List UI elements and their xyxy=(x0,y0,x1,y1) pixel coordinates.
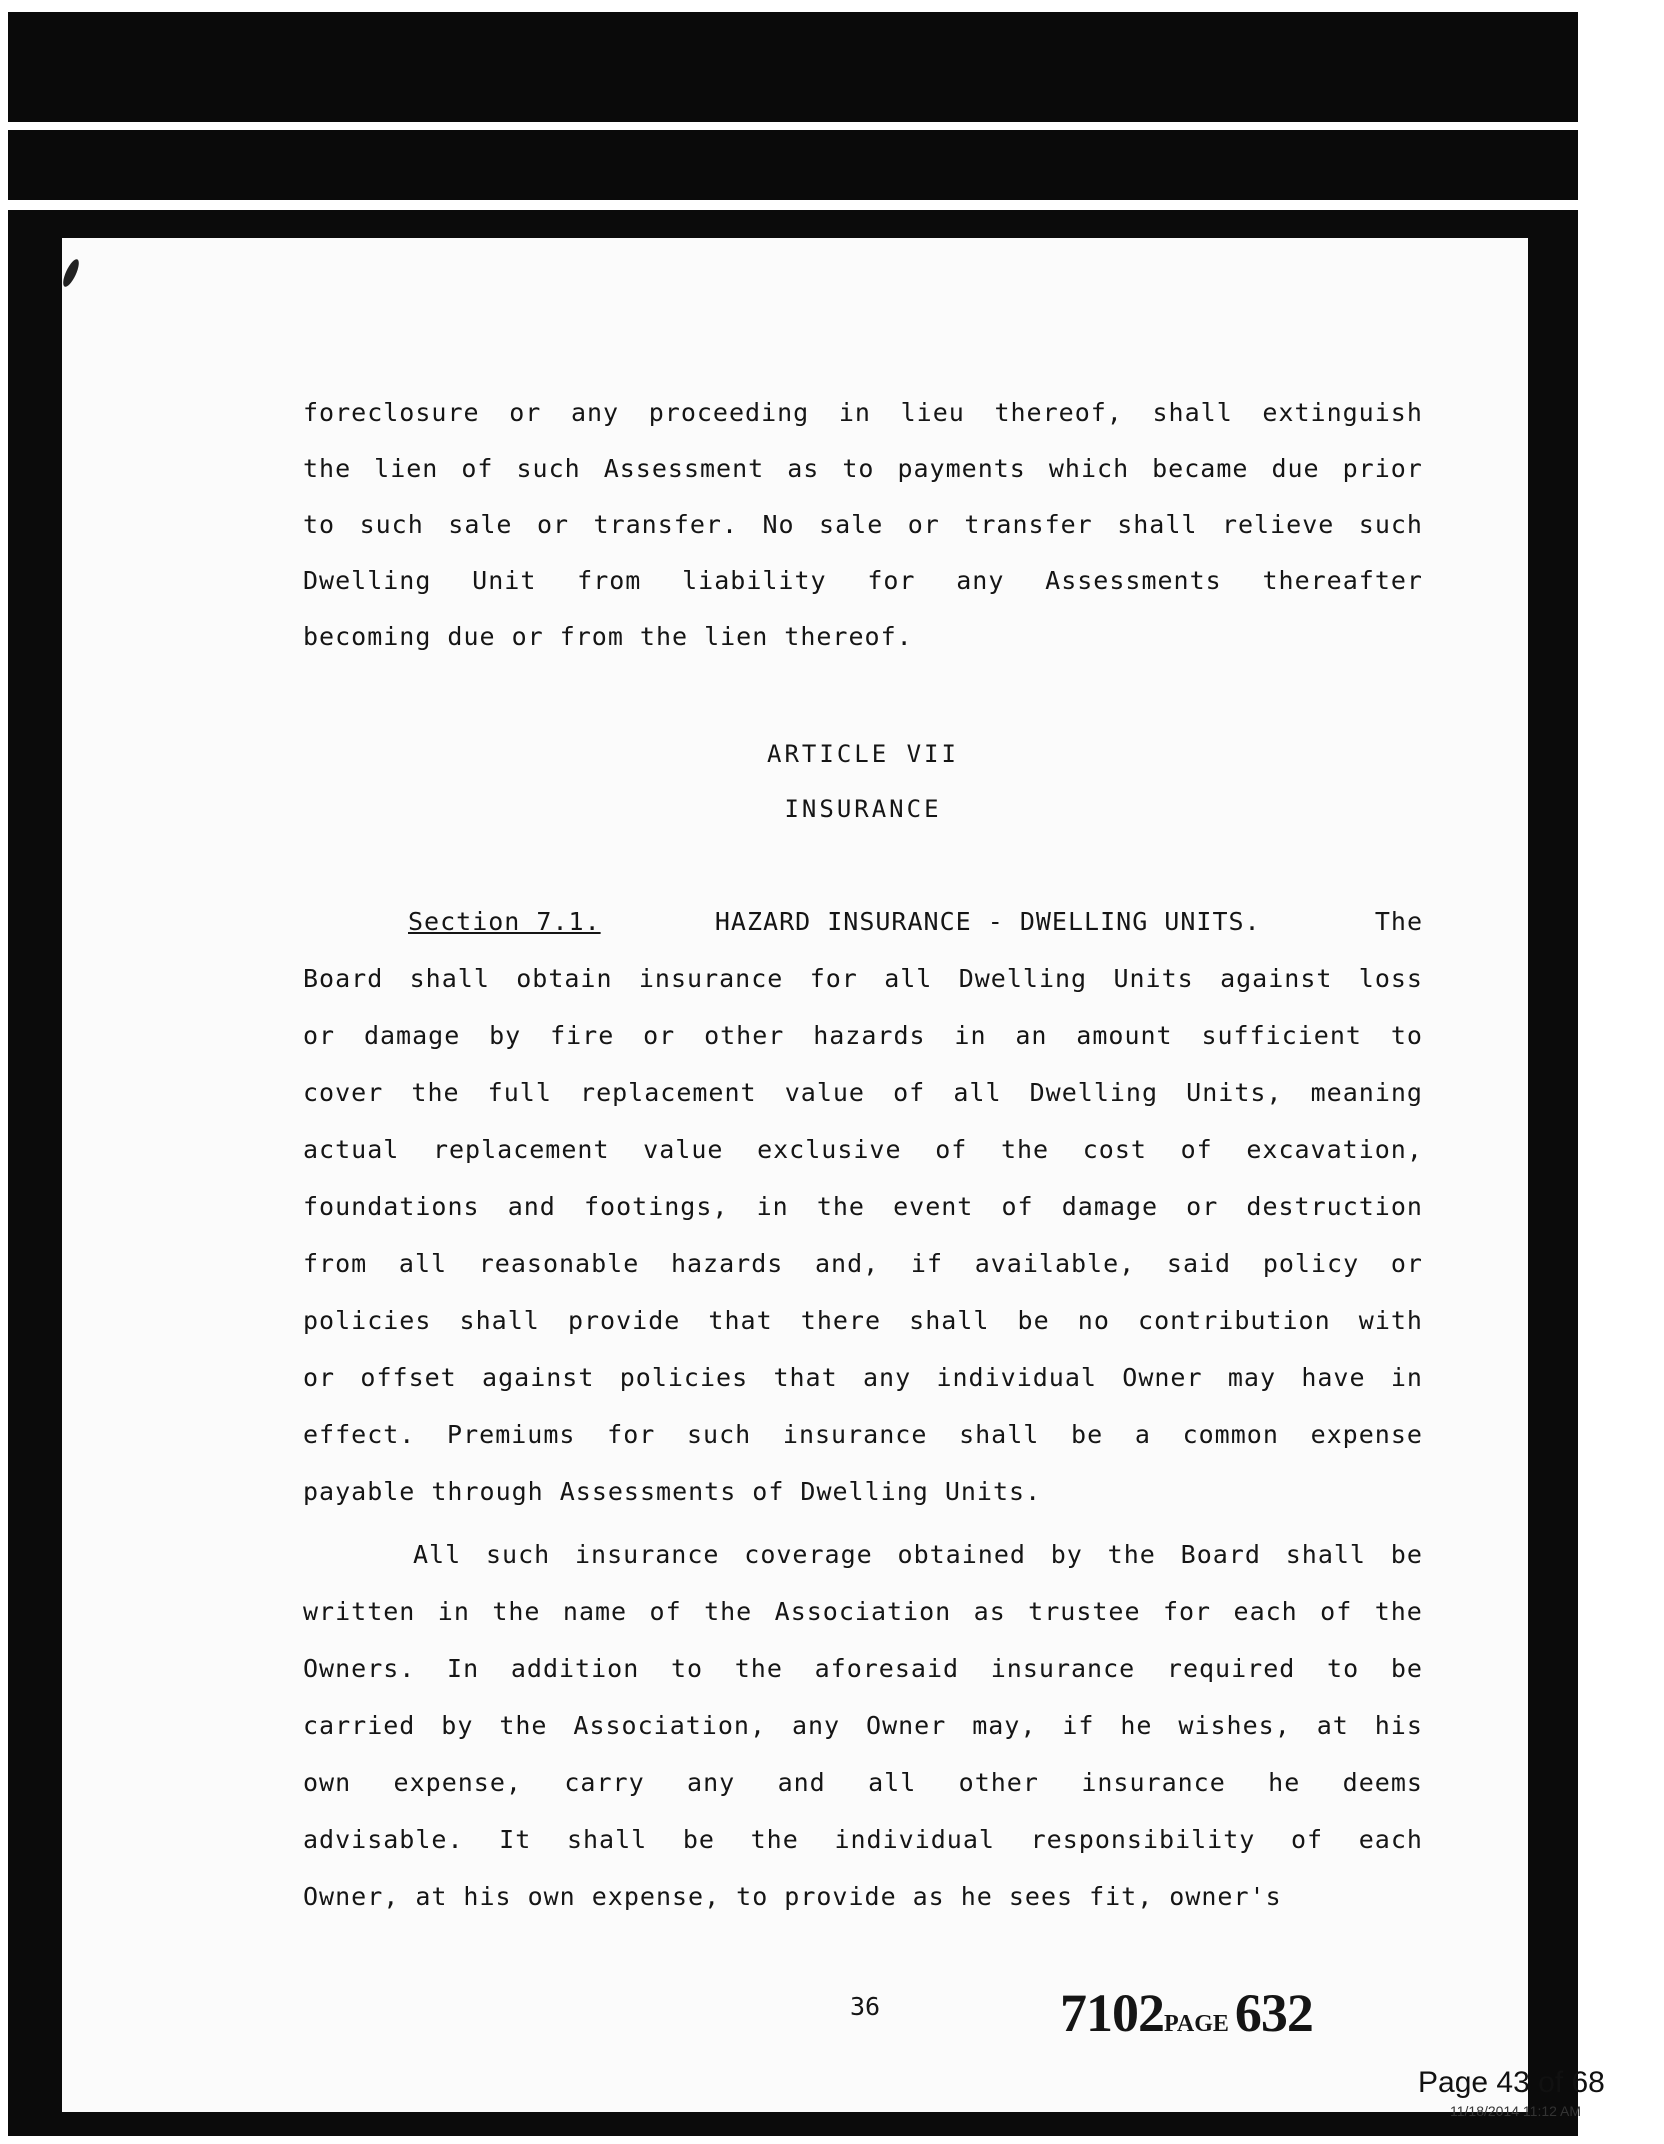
text-line: becoming due or from the lien thereof. xyxy=(303,622,913,651)
text-line: or offset against policies that any individual Owner may have in xyxy=(303,1363,1423,1392)
text-line: carried by the Association, any Owner may, if he wishes, at his xyxy=(303,1711,1423,1740)
text-line: advisable. It shall be the individual responsibility of each xyxy=(303,1825,1423,1854)
page-number: 36 xyxy=(850,1992,881,2021)
book-number: 7102 xyxy=(1060,1983,1164,2043)
text-line: policies shall provide that there shall be no contribution with xyxy=(303,1306,1423,1335)
text-line: or damage by fire or other hazards in an amount sufficient to xyxy=(303,1021,1423,1050)
text-line: effect. Premiums for such insurance shall be a common expense xyxy=(303,1420,1423,1449)
text-line: foundations and footings, in the event of damage or destruction xyxy=(303,1192,1423,1221)
text-line: foreclosure or any proceeding in lieu thereof, shall extinguish xyxy=(303,398,1423,427)
scan-speck xyxy=(60,257,82,288)
text-line: Owner, at his own expense, to provide as he sees fit, owner's xyxy=(303,1882,1282,1911)
page-counter-stamp: Page 43 of 68 xyxy=(1418,2066,1605,2099)
scan-second-band xyxy=(8,130,1578,200)
text-line: the lien of such Assessment as to payments which became due prior xyxy=(303,454,1423,483)
book-page: 632 xyxy=(1234,1983,1313,2043)
recording-timestamp: 11/18/2014 11:12 AM xyxy=(1450,2103,1582,2119)
article-number: ARTICLE VII xyxy=(767,740,959,768)
text-line: to such sale or transfer. No sale or transfer shall relieve such xyxy=(303,510,1423,539)
text-line: actual replacement value exclusive of the cost of excavation, xyxy=(303,1135,1423,1164)
scan-top-band xyxy=(8,12,1578,122)
section-heading-line xyxy=(303,907,1423,936)
text-line: from all reasonable hazards and, if available, said policy or xyxy=(303,1249,1423,1278)
section-heading: HAZARD INSURANCE - DWELLING UNITS. xyxy=(714,907,1261,936)
text-line: payable through Assessments of Dwelling Units. xyxy=(303,1477,1042,1506)
text-line: Dwelling Unit from liability for any Assessments thereafter xyxy=(303,566,1423,595)
text-line: written in the name of the Association as trustee for each of the xyxy=(303,1597,1423,1626)
text-line: own expense, carry any and all other insurance he deems xyxy=(303,1768,1423,1797)
text-line: All such insurance coverage obtained by the Board shall be xyxy=(413,1540,1423,1569)
section-label: Section 7.1. xyxy=(408,907,601,936)
book-page-stamp xyxy=(1060,1982,1313,2044)
section-first-word: The xyxy=(1374,907,1423,936)
text-line: Board shall obtain insurance for all Dwelling Units against loss xyxy=(303,964,1423,993)
text-line: Owners. In addition to the aforesaid insurance required to be xyxy=(303,1654,1423,1683)
article-title: INSURANCE xyxy=(784,795,942,823)
text-line: cover the full replacement value of all Dwelling Units, meaning xyxy=(303,1078,1423,1107)
book-page-word: PAGE xyxy=(1164,2011,1229,2037)
